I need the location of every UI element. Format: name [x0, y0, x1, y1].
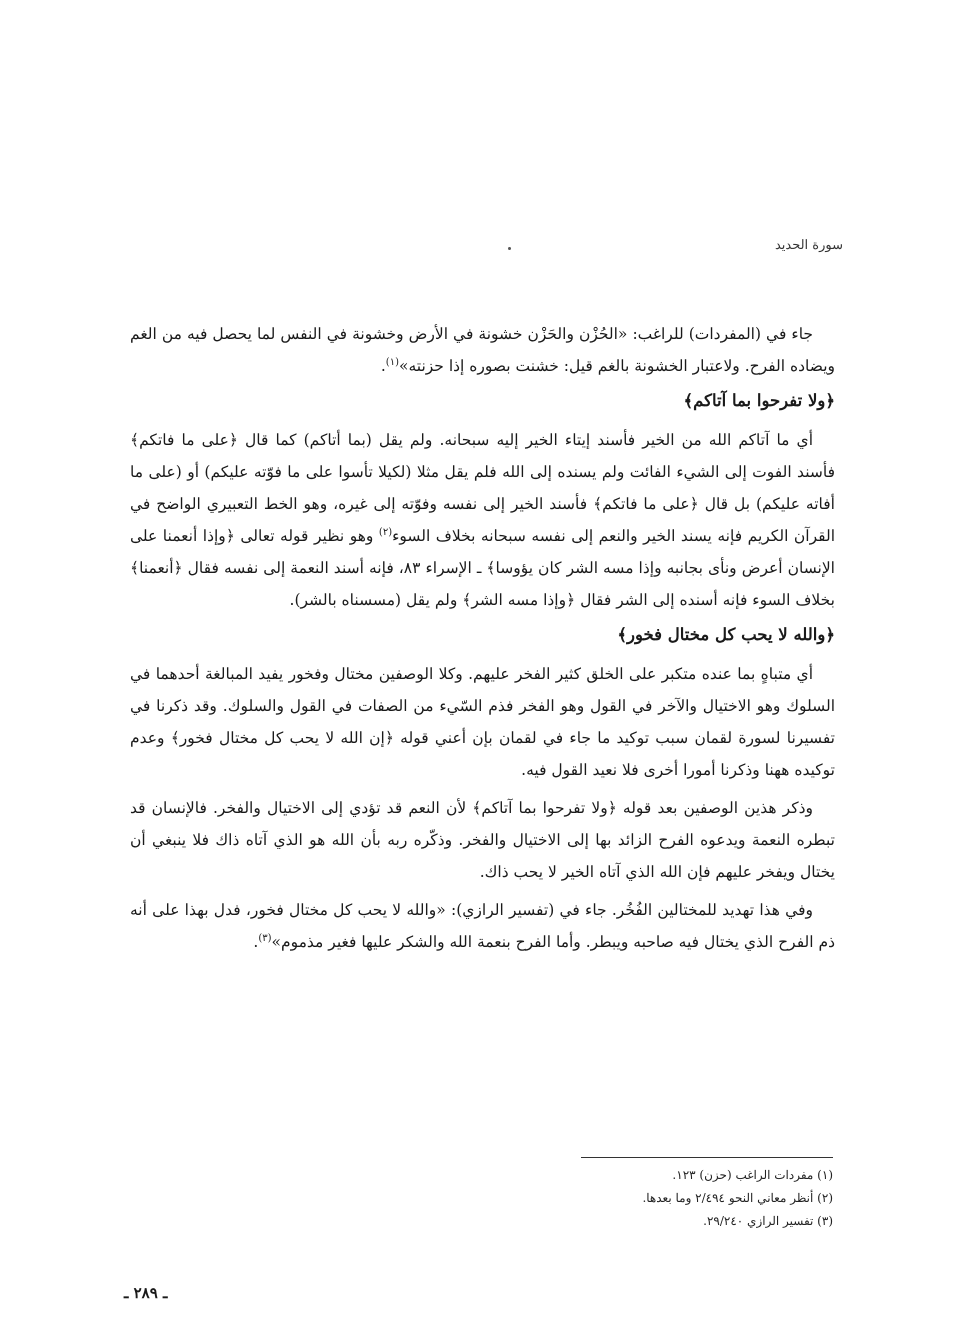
- verse-heading-1: ﴿ولا تفرحوا بما آتاكم﴾: [683, 391, 835, 410]
- paragraph-text: وفي هذا تهديد للمختالين الفُخُر. جاء في (تفسير الرازي): «والله لا يحب كل مختال فخور، فدل بهذا على أنه ذم الفرح الذي يختال فيه صاحبه ويبطر. وأما الفرح بنعمة الله والشكر عليها فغير مذموم»: [130, 901, 835, 951]
- footnote-ref-2[interactable]: (٢): [378, 526, 393, 538]
- footnote-separator: [581, 1157, 833, 1158]
- paragraph-5: وفي هذا تهديد للمختالين الفُخُر. جاء في (تفسير الرازي): «والله لا يحب كل مختال فخور، فدل بهذا على أنه ذم الفرح الذي يختال فيه صاحبه ويبطر. وأما الفرح بنعمة الله والشكر عليها فغير مذموم»$^{(٣)}$.: [130, 901, 835, 951]
- paragraph-1: جاء في (المفردات) للراغب: «الحُزْن والحَزْن خشونة في الأرض وخشونة في النفس لما يحصل فيه من الغم ويضاده الفرح. ولاعتبار الخشونة بالغم قيل: خشنت بصوره إذا حزنته»$^{(١)}$.: [130, 325, 835, 375]
- header-mark: [508, 247, 511, 250]
- footnote-2: (٢) أنظر معاني النحو ٢/٤٩٤ وما بعدها.: [642, 1191, 833, 1205]
- paragraph-text: جاء في (المفردات) للراغب: «الحُزْن والحَزْن خشونة في الأرض وخشونة في النفس لما يحصل فيه من الغم ويضاده الفرح. ولاعتبار الخشونة بالغم قيل: خشنت بصوره إذا حزنته»: [130, 325, 835, 375]
- paragraph-3: أي متباهٍ بما عنده متكبر على الخلق كثير الفخر عليهم. وكلا الوصفين مختال وفخور يفيد المبالغة أحدهما في السلوك وهو الاختيال والآخر في القول وهو الفخر فذم السّيء من الصفات في القول والسلوك. وقد ذكرنا في تفسيرنا لسورة لقمان سبب توكيد ما جاء في لقمان بإن أعني قوله ﴿إن الله لا يحب كل مختال فخور﴾ وعدم توكيده ههنا وذكرنا أمورا أخرى فلا نعيد القول فيه.: [130, 665, 835, 779]
- body-text: [130, 318, 835, 958]
- footnote-1: (١) مفردات الراغب (حزن) ١٢٣.: [672, 1168, 833, 1182]
- paragraph-4: وذكر هذين الوصفين بعد قوله ﴿ولا تفرحوا بما آتاكم﴾ لأن النعم قد تؤدي إلى الاختيال والفخر. فالإنسان قد تبطره النعمة ويدعوه الفرح الزائد بها إلى الاختيال والفخر. وذكّره ربه بأن الله هو الذي آتاه ذاك فلا ينبغي أن يختال ويفخر عليهم فإن الله الذي آتاه الخير لا يحب ذاك.: [130, 799, 835, 881]
- paragraph-text: أي ما آتاكم الله من الخير فأسند إيتاء الخير إليه سبحانه. ولم يقل (بما أتاكم) كما قال ﴿على ما فاتكم﴾ فأسند الفوت إلى الشيء الفائت ولم يسنده إلى الله فلم يقل مثلا (لكيلا تأسوا على ما فوّته عليكم) أو (على ما أفاته عليكم) بل قال ﴿على ما فاتكم﴾ فأسند الخير إلى نفسه وفوّته إلى غيره، وهو الخط التعبيري الواضح في القرآن الكريم فإنه يسند الخير والنعم إلى نفسه سبحانه بخلاف السوء: [130, 431, 836, 545]
- footnote-3: (٣) تفسير الرازي ٢٩/٢٤٠.: [703, 1214, 833, 1228]
- paragraph-text-continued: وهو نظير قوله تعالى ﴿وإذا أنعمنا على الإنسان أعرض ونأى بجانبه وإذا مسه الشر كان يؤوسا﴾ ـ الإسراء ٨٣، فإنه أسند النعمة إلى نفسه فقال ﴿أنعمنا﴾ بخلاف السوء فإنه أسنده إلى الشر فقال ﴿وإذا مسه الشر﴾ ولم يقل (مسسناه بالشر).: [130, 527, 835, 609]
- verse-heading-2: ﴿والله لا يحب كل مختال فخور﴾: [617, 625, 835, 644]
- page-number: ـ ٢٨٩ ـ: [124, 1284, 168, 1302]
- footnotes: [393, 1164, 833, 1233]
- footnote-ref-3[interactable]: (٣): [258, 932, 272, 944]
- footnote-ref-1[interactable]: (١): [385, 356, 399, 368]
- running-header: سورة الحديد: [774, 238, 843, 253]
- paragraph-2: [130, 424, 835, 616]
